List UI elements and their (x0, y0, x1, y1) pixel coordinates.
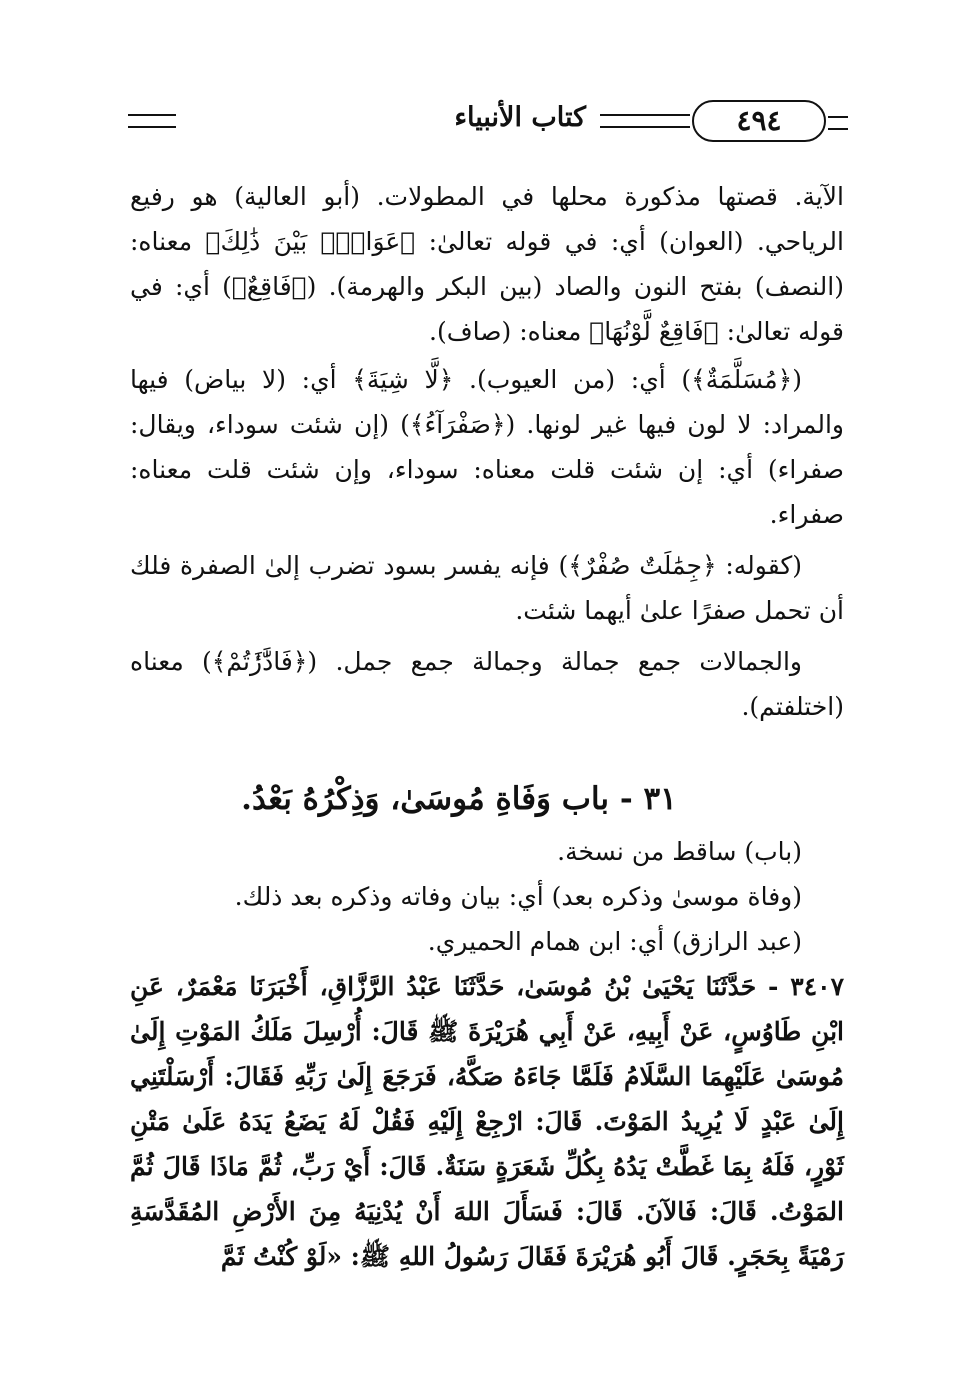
header-ornament-left (128, 114, 176, 128)
header-ornament-right (828, 116, 848, 130)
commentary-paragraph: والجمالات جمع جمالة وجمالة جمع جمل. (﴿فَادَّٰرَٰٔتُمْ﴾) معناه (اختلفتم). (130, 647, 844, 721)
page-number: ٤٩٤ (692, 100, 826, 142)
section-note: (عبد الرازق) أي: ابن همام الحميري. (427, 927, 802, 956)
book-title: كتاب الأنبياء (454, 102, 586, 133)
section-note: (باب) ساقط من نسخة. (557, 837, 802, 866)
commentary-paragraph: الآية. قصتها مذكورة محلها في المطولات. (أبو العالية) هو رفيع الرياحي. (العوان) أي: في قوله تعالىٰ: ﴿عَوَانٌۢ بَيْنَ ذَٰلِكَ﴾ معناه: (النصف) بفتح النون والصاد (بين البكر والهرمة). (﴿فَاقِعٌ﴾) أي: في قوله تعالىٰ: ﴿فَاقِعٌ لَّوْنُهَا﴾ معناه: (صاف). (130, 182, 844, 346)
chapter-title: ٣١ - باب وَفَاةِ مُوسَىٰ، وَذِكْرُهُ بَعْدُ. (241, 781, 677, 817)
section-note: (وفاة موسىٰ وذكره بعد) أي: بيان وفاته وذكره بعد ذلك. (234, 882, 802, 911)
page-header (128, 96, 848, 146)
page-body (130, 174, 844, 1279)
commentary-paragraph: (﴿مُسَلَّمَةٌ﴾) أي: (من العيوب). ﴿لَّا شِيَةَ﴾ أي: (لا بياض) فيها والمراد: لا لون فيها غير لونها. (﴿صَفْرَآءُ﴾) (إن شئت سوداء، ويقال: صفراء) أي: إن شئت قلت معناه: سوداء، وإن شئت قلت معناه: صفراء. (130, 365, 844, 529)
hadith-text: ٣٤٠٧ - حَدَّثَنَا يَحْيَىٰ بْنُ مُوسَىٰ، حَدَّثَنَا عَبْدُ الرَّزَّاقِ، أَخْبَرَنَا مَعْمَرٌ، عَنِ ابْنِ طَاوُسٍ، عَنْ أَبِيهِ، عَنْ أَبِي هُرَيْرَةَ ﷺ قَالَ: أُرْسِلَ مَلَكُ المَوْتِ إِلَىٰ مُوسَىٰ عَلَيْهِمَا السَّلَامُ فَلَمَّا جَاءَهُ صَكَّهُ، فَرَجَعَ إِلَىٰ رَبِّهِ فَقَالَ: أَرْسَلْتَنِي إِلَىٰ عَبْدٍ لَا يُرِيدُ المَوْتَ. قَالَ: ارْجِعْ إِلَيْهِ فَقُلْ لَهُ يَضَعُ يَدَهُ عَلَىٰ مَتْنِ ثَوْرٍ، فَلَهُ بِمَا غَطَّتْ يَدُهُ بِكُلِّ شَعَرَةٍ سَنَةٌ. قَالَ: أَيْ رَبِّ، ثُمَّ مَاذَا قَالَ ثُمَّ المَوْتُ. قَالَ: فَالآنَ. قَالَ: فَسَأَلَ اللهَ أَنْ يُدْنِيَهُ مِنَ الأَرْضِ المُقَدَّسَةِ رَمْيَةً بِحَجَرٍ. قَالَ أَبُو هُرَيْرَةَ فَقَالَ رَسُولُ اللهِ ﷺ: «لَوْ كُنْتُ ثَمَّ (130, 972, 844, 1271)
header-ornament-middle (600, 114, 690, 128)
commentary-paragraph: (كقوله: ﴿جِمَٰلَتٌ صُفْرٌ﴾) فإنه يفسر بسود تضرب إلىٰ الصفرة فلك أن تحمل صفرًا علىٰ أيهما شئت. (130, 551, 844, 625)
